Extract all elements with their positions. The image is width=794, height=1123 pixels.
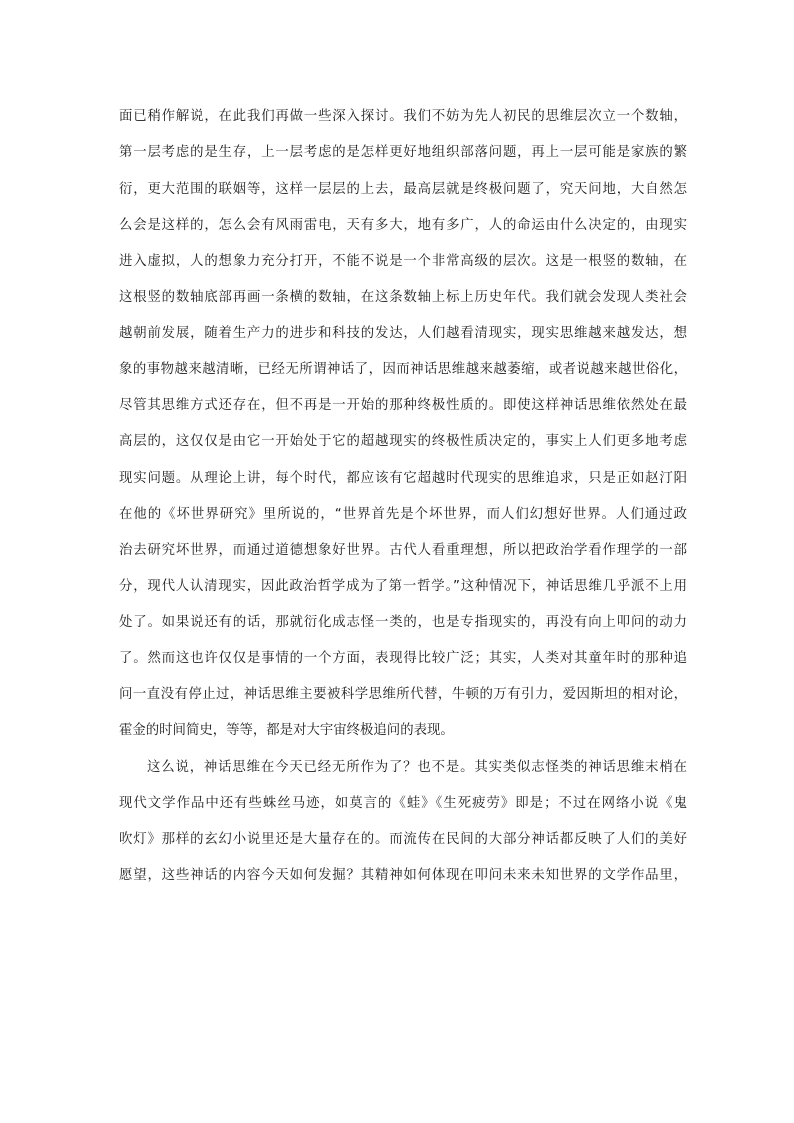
text-line: 这根竖的数轴底部再画一条横的数轴，在这条数轴上标上历史年代。我们就会发现人类社会 <box>119 290 687 305</box>
text-line: 么会是这样的，怎么会有风雨雷电，天有多大，地有多广，人的命运由什么决定的，由现实 <box>119 218 687 233</box>
text-line: 在他的《坏世界研究》里所说的，“世界首先是个坏世界，而人们幻想好世界。人们通过政 <box>119 507 687 522</box>
text-line: 霍金的时间简史，等等，都是对大宇宙终极追问的表现。 <box>119 723 454 738</box>
text-line: 现代文学作品中还有些蛛丝马迹，如莫言的《蛙》《生死疲劳》即是；不过在网络小说《鬼 <box>119 796 687 811</box>
text-line: 现实问题。从理论上讲，每个时代，都应该有它超越时代现实的思维追求，只是正如赵汀阳 <box>119 471 687 486</box>
text-line: 越朝前发展，随着生产力的进步和科技的发达，人们越看清现实，现实思维越来越发达，想 <box>119 326 687 341</box>
text-line: 进入虚拟，人的想象力充分打开，不能不说是一个非常高级的层次。这是一根竖的数轴，在 <box>119 254 687 269</box>
text-line: 高层的，这仅仅是由它一开始处于它的超越现实的终极性质决定的，事实上人们更多地考虑 <box>119 434 687 449</box>
text-line: 处了。如果说还有的话，那就衍化成志怪一类的，也是专指现实的，再没有向上叩问的动力 <box>119 615 687 630</box>
text-line: 象的事物越来越清晰，已经无所谓神话了，因而神话思维越来越萎缩，或者说越来越世俗化， <box>119 362 687 377</box>
text-line: 治去研究坏世界，而通过道德想象好世界。古代人看重理想，所以把政治学看作理学的一部 <box>119 543 687 558</box>
text-line: 问一直没有停止过，神话思维主要被科学思维所代替，牛顿的万有引力，爱因斯坦的相对论， <box>119 687 687 702</box>
text-line: 尽管其思维方式还存在，但不再是一开始的那种终极性质的。即使这样神话思维依然处在最 <box>119 398 687 413</box>
text-line: 吹灯》那样的玄幻小说里还是大量存在的。而流传在民间的大部分神话都反映了人们的美好 <box>119 832 687 847</box>
text-line: 分，现代人认清现实，因此政治哲学成为了第一哲学。”这种情况下，神话思维几乎派不上用 <box>119 579 687 594</box>
text-line: 衍，更大范围的联姻等，这样一层层的上去，最高层就是终极问题了，究天问地，大自然怎 <box>119 182 687 197</box>
text-line: 了。然而这也许仅仅是事情的一个方面，表现得比较广泛；其实，人类对其童年时的那种追 <box>119 651 687 666</box>
text-line: 面已稍作解说，在此我们再做一些深入探讨。我们不妨为先人初民的思维层次立一个数轴， <box>119 109 687 124</box>
paragraph-first-line: 这么说，神话思维在今天已经无所作为了？也不是。其实类似志怪类的神话思维末梢在 <box>147 760 687 775</box>
text-line: 愿望，这些神话的内容今天如何发掘？其精神如何体现在叩问未来未知世界的文学作品里， <box>119 868 687 883</box>
text-line: 第一层考虑的是生存，上一层考虑的是怎样更好地组织部落问题，再上一层可能是家族的繁 <box>119 145 687 160</box>
